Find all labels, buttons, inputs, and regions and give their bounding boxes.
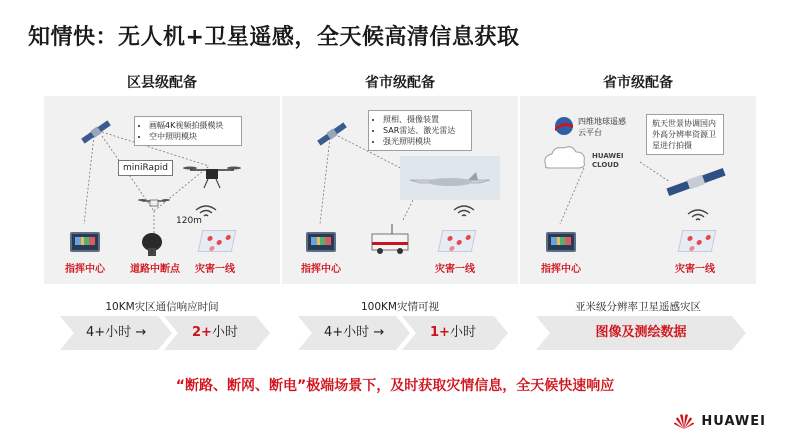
column-1-panel bbox=[44, 96, 280, 284]
column-3-feature-note: 航天世景协调国内外高分辨率资源卫星进行拍摄 bbox=[646, 114, 724, 155]
label-command-center: 指挥中心 bbox=[301, 264, 341, 275]
feature-item: • SAR雷达、激光雷达 bbox=[383, 125, 466, 136]
column-3-description: 亚米级分辨率卫星遥感灾区 bbox=[575, 301, 701, 313]
before-time: 4+小时 bbox=[86, 325, 132, 340]
result-label: 图像及测绘数据 bbox=[595, 325, 687, 340]
satellite-icon bbox=[317, 122, 348, 147]
huawei-cloud-label: HUAWEI CLOUD bbox=[592, 152, 624, 169]
minirapid-tag: miniRapid bbox=[118, 160, 173, 176]
label-disaster-front: 灾害一线 bbox=[195, 264, 235, 275]
after-time-unit: 小时 bbox=[449, 325, 476, 340]
after-time-unit: 小时 bbox=[211, 325, 238, 340]
disaster-map-icon bbox=[438, 230, 477, 252]
command-center-icon bbox=[70, 232, 100, 252]
signal-icon bbox=[196, 206, 216, 216]
small-drone-icon bbox=[138, 199, 170, 206]
signal-icon bbox=[454, 206, 474, 216]
signal-icon bbox=[688, 210, 708, 220]
ground-station-icon bbox=[142, 233, 162, 256]
column-1-feature-note bbox=[134, 116, 242, 146]
after-time-number: 1+ bbox=[430, 325, 450, 340]
slogan: “断路、断网、断电”极端场景下，及时获取灾情信息，全天候快速响应 bbox=[175, 378, 615, 394]
column-2-description: 100KM灾情可视 bbox=[361, 301, 439, 313]
brand bbox=[673, 412, 766, 430]
column-2-feature-note bbox=[368, 110, 472, 151]
column-1-description: 10KM灾区通信响应时间 bbox=[105, 301, 219, 313]
label-command-center: 指挥中心 bbox=[65, 264, 105, 275]
column-3-heading: 省市级配备 bbox=[603, 75, 673, 91]
arrow-icon: → bbox=[373, 325, 385, 340]
column-2-panel bbox=[282, 96, 518, 284]
column-1-heading: 区县级配备 bbox=[127, 75, 197, 91]
label-command-center: 指挥中心 bbox=[541, 264, 581, 275]
brand-name: HUAWEI bbox=[701, 413, 766, 429]
satellite-icon bbox=[81, 120, 112, 145]
label-disaster-front: 灾害一线 bbox=[435, 264, 475, 275]
page-title: 知情快：无人机+卫星遥感，全天候高清信息获取 bbox=[28, 25, 520, 50]
satellite-icon bbox=[666, 167, 726, 197]
huawei-logo-icon bbox=[673, 412, 695, 430]
cloud-icon bbox=[545, 147, 585, 168]
altitude-label: 120m bbox=[176, 216, 202, 226]
disaster-map-icon bbox=[678, 230, 717, 252]
label-disaster-front: 灾害一线 bbox=[675, 264, 715, 275]
siwei-logo-icon bbox=[555, 117, 573, 135]
feature-item: • 强光照明模块 bbox=[383, 136, 466, 147]
after-time-number: 2+ bbox=[192, 325, 212, 340]
feature-item: • 照相、摄像装置 bbox=[383, 114, 466, 125]
before-time: 4+小时 bbox=[324, 325, 370, 340]
command-center-icon bbox=[306, 232, 336, 252]
column-1-timeline bbox=[60, 316, 270, 350]
feature-item: • 画幅4K视频拍摄模块 bbox=[149, 120, 236, 131]
column-2-timeline bbox=[298, 316, 508, 350]
arrow-icon: → bbox=[135, 325, 147, 340]
disaster-map-icon bbox=[198, 230, 237, 252]
column-2-heading: 省市级配备 bbox=[365, 75, 435, 91]
feature-item: • 空中照明模块 bbox=[149, 131, 236, 142]
column-3-result bbox=[536, 316, 746, 350]
command-vehicle-icon bbox=[372, 224, 408, 254]
siwei-label: 四维地球遥感 云平台 bbox=[578, 117, 626, 137]
command-center-icon bbox=[546, 232, 576, 252]
label-road-break: 道路中断点 bbox=[130, 264, 180, 275]
drone-icon bbox=[183, 167, 241, 189]
column-3-panel bbox=[520, 96, 756, 284]
